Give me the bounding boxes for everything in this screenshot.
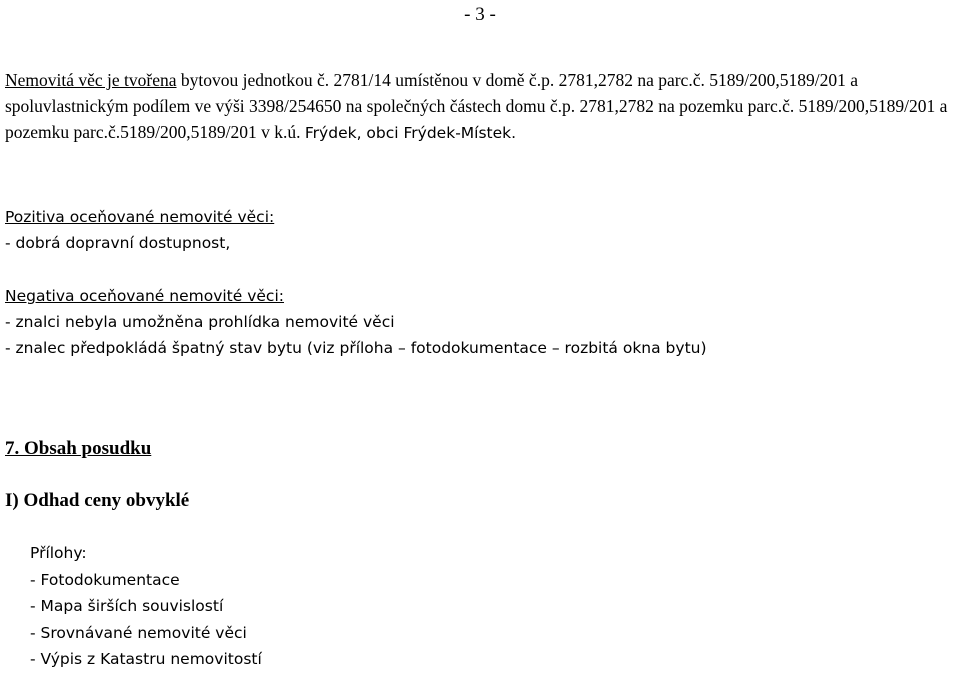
property-description-tail: Frýdek, obci Frýdek-Místek. [304,124,517,142]
negatives-item: - znalci nebyla umožněna prohlídka nemovité věci [5,313,395,331]
attachments-heading: Přílohy: [30,544,87,562]
attachment-item: - Srovnávané nemovité věci [30,623,247,642]
positives-item: - dobrá dopravní dostupnost, [5,234,231,252]
negatives-item: - znalec předpokládá špatný stav bytu (viz příloha – fotodokumentace – rozbitá okna bytu) [5,339,707,357]
property-description [5,67,955,146]
property-description-lead: Nemovitá věc je tvořena [5,70,177,90]
property-description-body: bytovou jednotkou č. 2781/14 umístěnou v domě č.p. 2781,2782 na parc.č. 5189/200,5189/201 a spoluvlastnickým podílem ve výši 3398/254650 na společných částech domu č.p. 2781,2782 na pozemku parc.č. 5189/200,5189/201 a pozemku parc.č.5189/200,5189/201 v k.ú. [5,70,948,142]
attachment-item: - Výpis z Katastru nemovitostí [30,650,262,668]
section-title-obsah-posudku: 7. Obsah posudku [5,438,152,459]
positives-heading: Pozitiva oceňované nemovité věci: [5,208,275,226]
positives-block [5,204,274,256]
attachments-list [30,540,262,673]
attachment-item: - Mapa širších souvislostí [30,597,224,615]
negatives-block [5,283,707,361]
section-title-odhad-ceny: I) Odhad ceny obvyklé [5,490,190,511]
attachment-item: - Fotodokumentace [30,570,180,589]
negatives-heading: Negativa oceňované nemovité věci: [5,287,284,305]
page-number: - 3 - [464,4,496,25]
